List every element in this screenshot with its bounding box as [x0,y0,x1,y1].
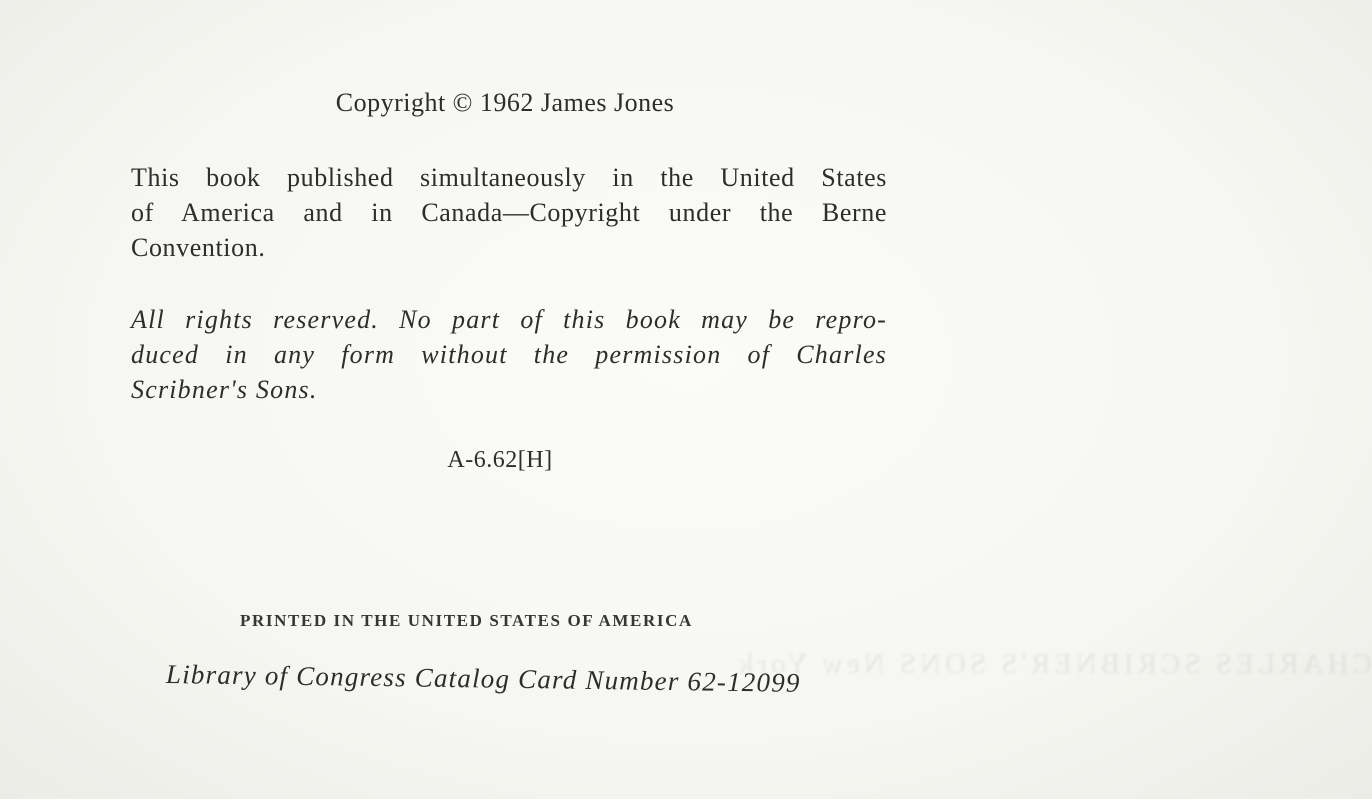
printed-in-line: PRINTED IN THE UNITED STATES OF AMERICA [240,611,693,630]
rights-notice-line: Scribner's Sons. [131,375,318,404]
publication-notice-line: Convention. [131,233,266,262]
catalog-card-number: Library of Congress Catalog Card Number 62-12099 [165,659,801,698]
publication-notice-line: of America and in Canada—Copyright under the Berne [131,198,887,227]
rights-notice [131,302,887,407]
rights-notice-line: All rights reserved. No part of this book may be repro- [131,305,887,334]
rights-notice-line: duced in any form without the permission of Charles [131,340,887,369]
publication-notice [131,160,887,265]
printing-code: A-6.62[H] [447,447,553,473]
bleed-through-text: CHARLES SCRIBNER'S SONS New York [735,648,1372,680]
publication-notice-line: This book published simultaneously in the United States [131,163,887,192]
copyright-line: Copyright © 1962 James Jones [335,88,675,117]
